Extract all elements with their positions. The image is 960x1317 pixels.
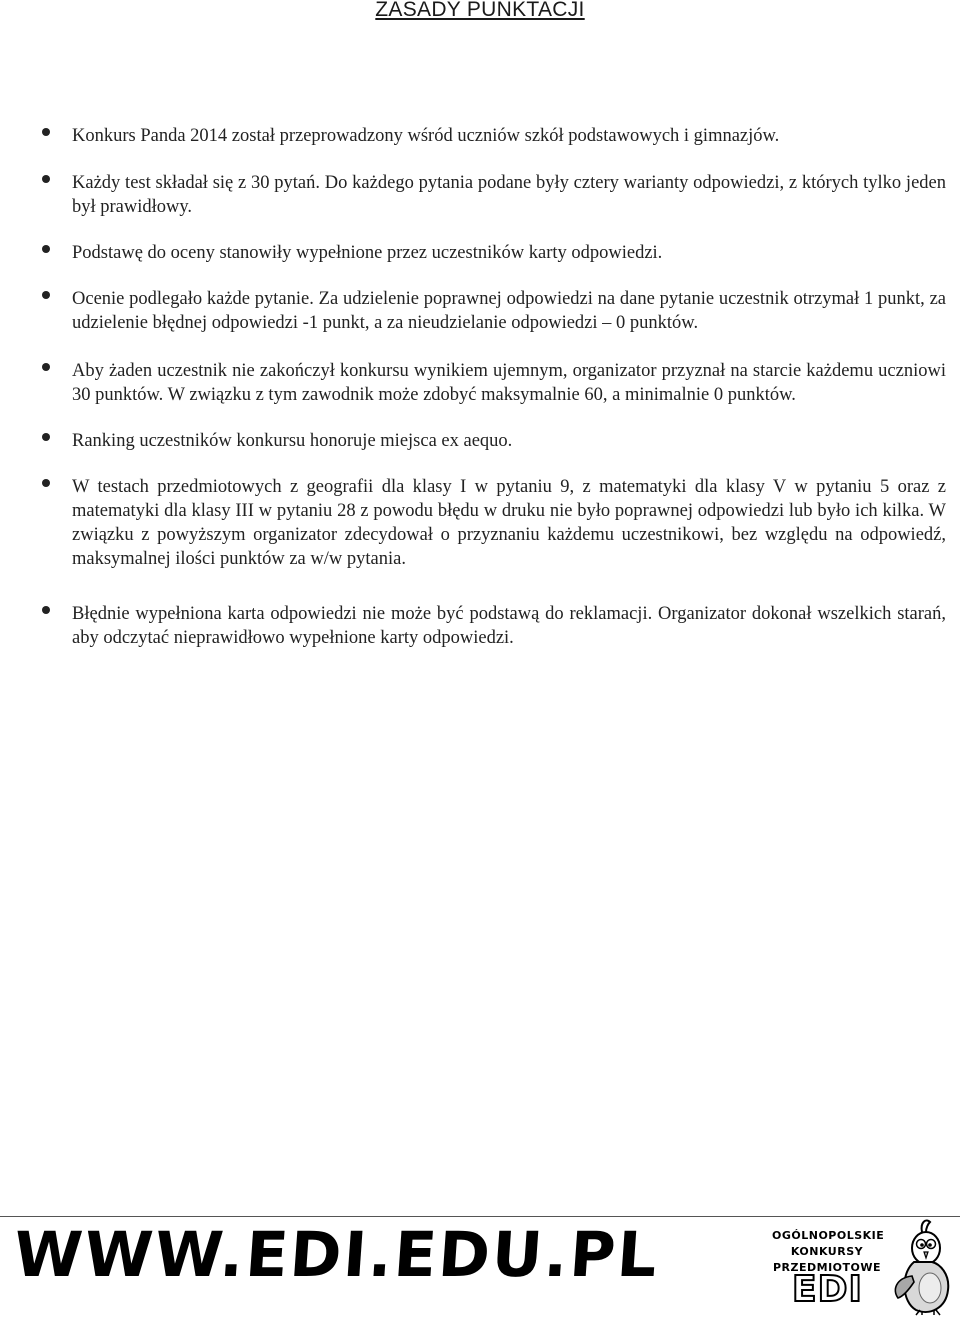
rule-item <box>42 171 946 219</box>
bullet-icon <box>42 606 50 614</box>
rule-item <box>42 124 946 148</box>
rule-text: Aby żaden uczestnik nie zakończył konkursu wynikiem ujemnym, organizator przyznał na starcie każdemu uczniowi 30 punktów. W związku z tym zawodnik może zdobyć maksymalnie 60, a minimalnie 0 punktów. <box>72 361 946 405</box>
bullet-icon <box>42 245 50 253</box>
rule-text: Każdy test składał się z 30 pytań. Do każdego pytania podane były cztery warianty odpowiedzi, z których tylko jeden był prawidłowy. <box>72 173 946 217</box>
page-title: ZASADY PUNKTACJI <box>375 0 585 21</box>
footer-divider <box>0 1216 960 1217</box>
brand-line: PRZEDMIOTOWE <box>772 1261 882 1274</box>
brand-line: KONKURSY <box>790 1245 864 1258</box>
rule-item <box>42 241 946 265</box>
rule-text: Konkurs Panda 2014 został przeprowadzony wśród uczniów szkół podstawowych i gimnazjów. <box>72 126 780 146</box>
bullet-icon <box>42 433 50 441</box>
website-url: WWW.EDI.EDU.PL <box>11 1218 662 1291</box>
rule-item <box>42 475 946 571</box>
rule-item <box>42 287 946 335</box>
rule-item <box>42 429 946 453</box>
bullet-icon <box>42 175 50 183</box>
rules-list <box>42 124 946 650</box>
rule-text: W testach przedmiotowych z geografii dla klasy I w pytaniu 9, z matematyki dla klasy V w pytaniu 5 oraz z matematyki dla klasy III w pytaniu 28 z powodu błędu w druku nie było poprawnej odpowiedzi lub było ich kilka. W związku z powyższym organizator zdecydował o przyznaniu każdemu uczestnikowi, bez względu na odpowiedź, maksymalnej ilości punktów za w/w pytania. <box>72 477 946 569</box>
rule-item <box>42 602 946 650</box>
rule-text: Ocenie podlegało każde pytanie. Za udzielenie poprawnej odpowiedzi na dane pytanie uczestnik otrzymał 1 punkt, za udzielenie błędnej odpowiedzi -1 punkt, a za nieudzielanie odpowiedzi – 0 punktów. <box>72 289 946 333</box>
brand-line: OGÓLNOPOLSKIE <box>772 1229 885 1242</box>
bird-mascot-icon <box>886 1218 956 1316</box>
rule-text: Podstawę do oceny stanowiły wypełnione przez uczestników karty odpowiedzi. <box>72 243 663 263</box>
rule-text: Błędnie wypełniona karta odpowiedzi nie może być podstawą do reklamacji. Organizator dokonał wszelkich starań, aby odczytać nieprawidłowo wypełnione karty odpowiedzi. <box>72 604 946 648</box>
bullet-icon <box>42 291 50 299</box>
bullet-icon <box>42 128 50 136</box>
edi-logo: EDI <box>792 1269 863 1310</box>
rule-text: Ranking uczestników konkursu honoruje miejsca ex aequo. <box>72 431 513 451</box>
bullet-icon <box>42 363 50 371</box>
rule-item <box>42 359 946 407</box>
bullet-icon <box>42 479 50 487</box>
